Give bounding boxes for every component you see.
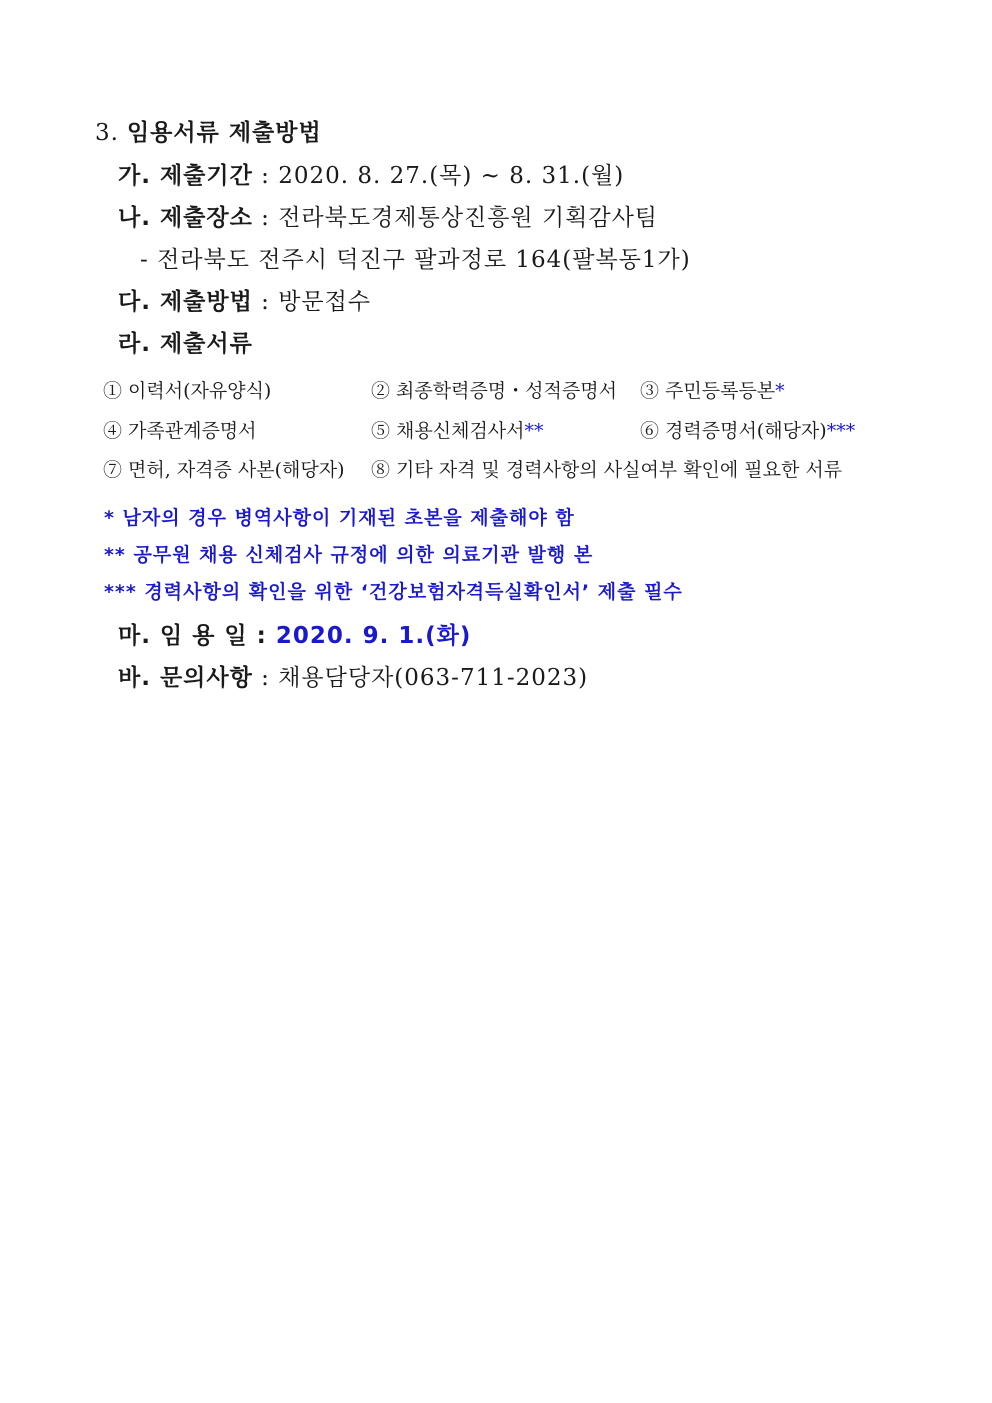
contact-label: 바. 문의사항: [118, 665, 253, 691]
appointment-date: [118, 617, 471, 650]
contact-info: [118, 659, 588, 692]
contact-sep: :: [252, 665, 279, 691]
document-item: [103, 455, 345, 482]
document-mark: *: [775, 380, 785, 402]
document-item: [103, 416, 257, 443]
document-text: ⑧ 기타 자격 및 경력사항의 사실여부 확인에 필요한 서류: [371, 459, 843, 481]
submission-period-sep: :: [252, 163, 279, 189]
submission-period: [118, 157, 624, 190]
document-item: [640, 416, 855, 443]
document-text: ⑤ 채용신체검사서: [371, 420, 525, 442]
submission-place-value: 전라북도경제통상진흥원 기획감사팀: [278, 205, 659, 231]
submission-method-value: 방문접수: [278, 289, 372, 315]
document-item: [640, 376, 785, 403]
document-mark: **: [524, 420, 544, 442]
submission-address: - 전라북도 전주시 덕진구 팔과정로 164(팔복동1가): [140, 247, 691, 273]
submission-period-value: 2020. 8. 27.(목) ~ 8. 31.(월): [278, 163, 625, 189]
appointment-date-label: 마. 임 용 일: [118, 623, 248, 649]
submission-method: [118, 283, 371, 316]
submission-place-label: 나. 제출장소: [118, 205, 253, 231]
submission-period-label: 가. 제출기간: [118, 163, 253, 189]
section-number: 3.: [95, 120, 119, 146]
section-heading: [95, 114, 322, 147]
document-item: [371, 376, 617, 403]
appointment-date-sep: :: [247, 623, 276, 649]
document-text: ⑦ 면허, 자격증 사본(해당자): [103, 459, 345, 481]
documents-label: 라. 제출서류: [118, 331, 253, 357]
document-text: ③ 주민등록등본: [640, 380, 776, 402]
document-text: ⑥ 경력증명서(해당자): [640, 420, 827, 442]
note-career: *** 경력사항의 확인을 위한 ‘건강보험자격득실확인서’ 제출 필수: [104, 581, 683, 603]
document-text: ④ 가족관계증명서: [103, 420, 257, 442]
note-medical: ** 공무원 채용 신체검사 규정에 의한 의료기관 발행 본: [104, 544, 594, 566]
note-military: * 남자의 경우 병역사항이 기재된 초본을 제출해야 함: [104, 507, 575, 529]
contact-value: 채용담당자(063-711-2023): [278, 665, 589, 691]
document-item: [103, 376, 271, 403]
appointment-date-value: 2020. 9. 1.(화): [275, 623, 472, 649]
document-mark: ***: [826, 420, 856, 442]
document-text: ① 이력서(자유양식): [103, 380, 272, 402]
document-item: [371, 455, 842, 482]
document-text: ② 최종학력증명・성적증명서: [371, 380, 617, 402]
section-title: 임용서류 제출방법: [126, 120, 322, 146]
submission-method-sep: :: [252, 289, 279, 315]
document-item: [371, 416, 544, 443]
documents-heading: [118, 325, 253, 358]
submission-place-sep: :: [252, 205, 279, 231]
submission-method-label: 다. 제출방법: [118, 289, 253, 315]
submission-place: [118, 199, 658, 232]
